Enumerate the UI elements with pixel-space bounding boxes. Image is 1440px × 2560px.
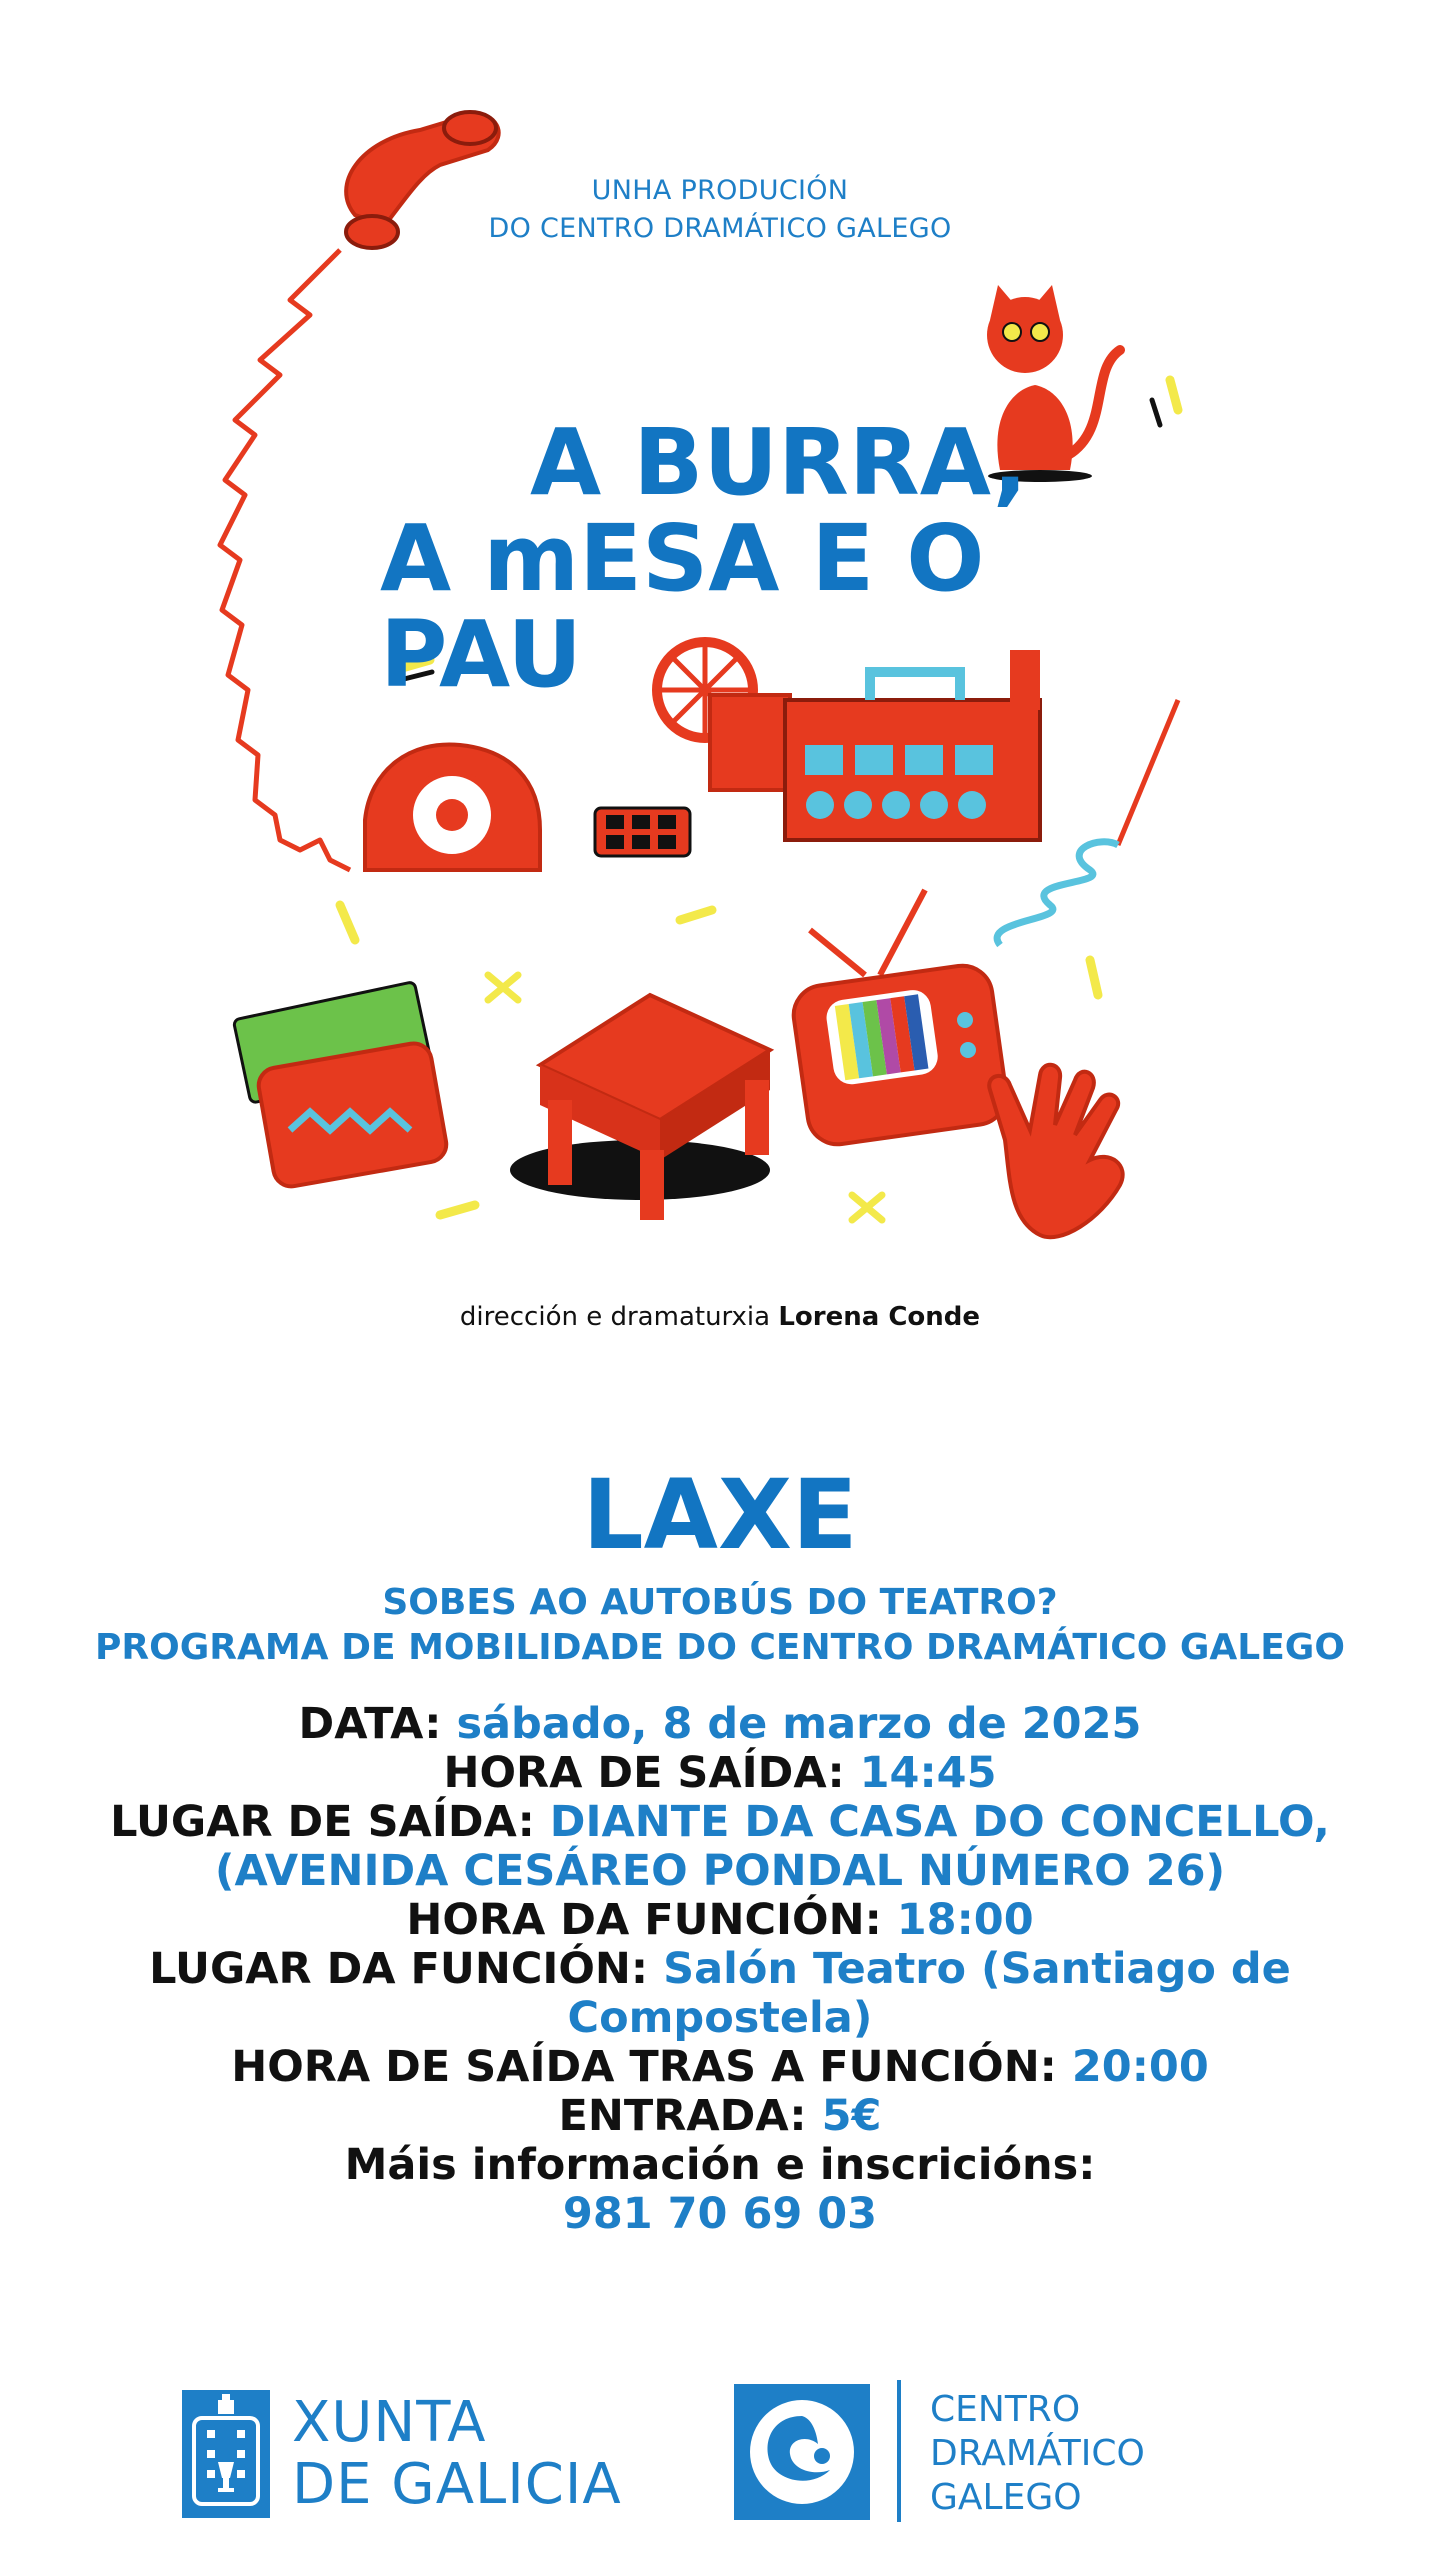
xunta-coat-of-arms-icon — [182, 2390, 270, 2518]
ticket-row — [0, 2092, 1440, 2141]
cdg-line-1: CENTRO — [930, 2389, 1081, 2430]
xunta-line-1: XUNTA — [292, 2390, 487, 2455]
show-place-row — [0, 1945, 1440, 1994]
logo-divider — [897, 2380, 901, 2522]
ticket-value: 5€ — [821, 2091, 882, 2141]
departure-time-value: 14:45 — [859, 1748, 997, 1798]
return-time-row — [0, 2043, 1440, 2092]
show-title-line-1: A BURRA, — [530, 409, 1028, 516]
director-name: Lorena Conde — [778, 1302, 981, 1332]
phone-cord-icon — [220, 250, 350, 870]
xunta-wordmark — [292, 2392, 622, 2516]
show-place-value-1: Salón Teatro (Santiago de — [663, 1944, 1291, 1994]
stool-table-icon — [510, 995, 770, 1220]
show-time-label: HORA DA FUNCIÓN: — [406, 1895, 882, 1945]
show-time-value: 18:00 — [896, 1895, 1034, 1945]
glove-icon — [989, 1065, 1122, 1237]
show-title-line-2: A mESA E O PAU — [380, 505, 985, 708]
money-wallet-icon — [233, 982, 449, 1190]
town-heading: LAXE — [582, 1459, 858, 1571]
departure-time-label: HORA DE SAÍDA: — [443, 1748, 845, 1798]
show-place-label: LUGAR DA FUNCIÓN: — [149, 1944, 649, 1994]
more-info-label: Máis información e inscricións: — [344, 2140, 1096, 2190]
tv-icon — [790, 890, 1010, 1148]
show-place-value-2: Compostela) — [567, 1993, 873, 2043]
cdg-wordmark — [930, 2388, 1145, 2520]
subheading-1: SOBES AO AUTOBÚS DO TEATRO? — [382, 1582, 1058, 1623]
keypad-icon — [595, 808, 690, 856]
return-time-value: 20:00 — [1071, 2042, 1209, 2092]
date-label: DATA: — [298, 1699, 442, 1749]
date-value: sábado, 8 de marzo de 2025 — [456, 1699, 1142, 1749]
ticket-label: ENTRADA: — [558, 2091, 807, 2141]
rotary-phone-icon — [365, 744, 540, 870]
cdg-line-3: GALEGO — [930, 2477, 1082, 2518]
phone-number: 981 70 69 03 — [562, 2189, 878, 2239]
cdg-line-2: DRAMÁTICO — [930, 2433, 1145, 2474]
departure-place-value-2: (AVENIDA CESÁREO PONDAL NÚMERO 26) — [214, 1846, 1226, 1896]
return-time-label: HORA DE SAÍDA TRAS A FUNCIÓN: — [231, 2042, 1057, 2092]
show-title — [380, 409, 1140, 708]
departure-place-value-1: DIANTE DA CASA DO CONCELLO, — [549, 1797, 1330, 1847]
producer-line-1: UNHA PRODUCIÓN — [591, 175, 849, 206]
producer-line-2: DO CENTRO DRAMÁTICO GALEGO — [488, 213, 952, 244]
date-row — [0, 1700, 1440, 1749]
departure-place-label: LUGAR DE SAÍDA: — [110, 1797, 535, 1847]
director-credit — [0, 1302, 1440, 1332]
telephone-handset-icon — [346, 112, 499, 248]
departure-place-row — [0, 1798, 1440, 1847]
show-time-row — [0, 1896, 1440, 1945]
director-prefix: dirección e dramaturxia — [459, 1302, 771, 1332]
subheading-2: PROGRAMA DE MOBILIDADE DO CENTRO DRAMÁTICO GALEGO — [95, 1627, 1345, 1668]
departure-time-row — [0, 1749, 1440, 1798]
trip-details — [0, 1700, 1440, 2239]
xunta-line-2: DE GALICIA — [292, 2452, 622, 2517]
cdg-logo-icon — [734, 2384, 870, 2520]
